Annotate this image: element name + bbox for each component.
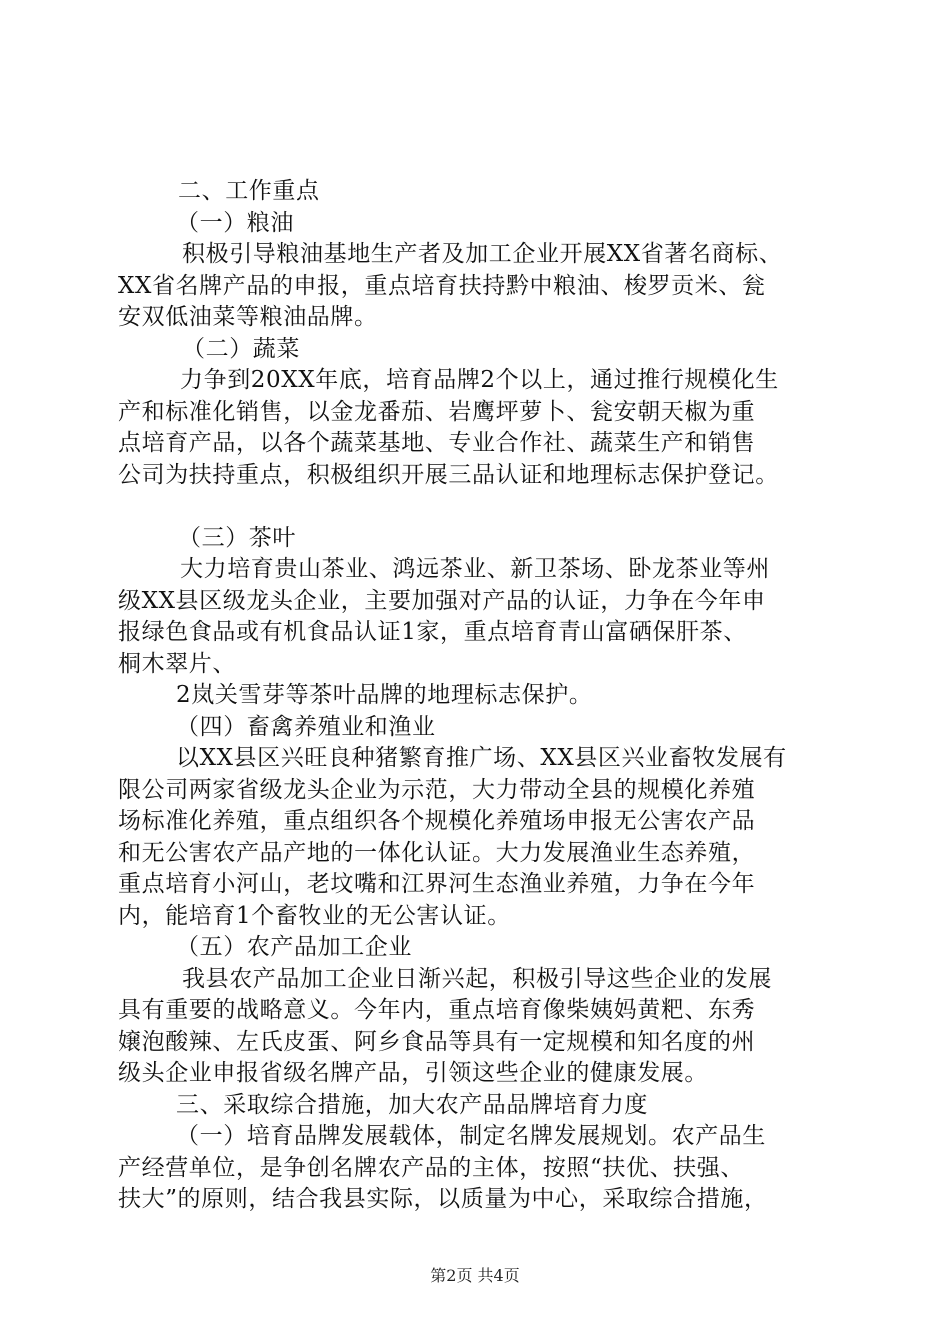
text-line: （三）茶叶 [178,524,296,551]
text-line: （四）畜禽养殖业和渔业 [176,713,436,740]
text-line: 报绿色食品或有机食品认证1家，重点培育青山富硒保肝茶、 [118,619,747,645]
page-footer: 第2页 共4页 [430,1266,520,1285]
text-line: XX省名牌产品的申报，重点培育扶持黔中粮油、梭罗贡米、瓮 [118,272,766,299]
text-line: 内，能培育1个畜牧业的无公害认证。 [118,902,511,929]
text-line: 嬢泡酸辣、左氏皮蛋、阿乡食品等具有一定规模和知名度的州 [118,1028,756,1055]
text-line: 力争到20XX年底，培育品牌2个以上，通过推行规模化生 [180,367,779,393]
text-line: 积极引导粮油基地生产者及加工企业开展XX省著名商标、 [182,241,783,267]
text-line: 2岚关雪芽等茶叶品牌的地理标志保护。 [176,682,593,708]
text-line: 限公司两家省级龙头企业为示范，大力带动全县的规模化养殖 [118,776,756,803]
text-line: 桐木翠片、 [118,650,236,677]
text-line: 我县农产品加工企业日渐兴起，积极引导这些企业的发展 [182,965,772,992]
text-line: 点培育产品，以各个蔬菜基地、专业合作社、蔬菜生产和销售 [118,430,756,456]
text-line: （一）培育品牌发展载体，制定名牌发展规划。农产品生 [176,1123,766,1149]
blank-line [118,491,858,523]
text-line: 级头企业申报省级名牌产品，引领这些企业的健康发展。 [118,1060,708,1086]
text-line: 级XX县区级龙头企业，主要加强对产品的认证，力争在今年申 [118,587,766,614]
text-line: 产经营单位，是争创名牌农产品的主体，按照“扶优、扶强、 [118,1154,744,1181]
text-line: 和无公害农产品产地的一体化认证。大力发展渔业生态养殖， [118,839,756,866]
text-line: （一）粮油 [176,209,294,236]
text-line: 扶大”的原则，结合我县实际，以质量为中心，采取综合措施， [118,1186,768,1212]
text-line: 二、工作重点 [178,178,320,204]
text-line: 公司为扶持重点，积极组织开展三品认证和地理标志保护登记。 [118,461,779,488]
text-line: 大力培育贵山茶业、鸿远茶业、新卫茶场、卧龙茶业等州 [180,556,770,582]
document-body [118,176,858,1216]
text-line: 场标准化养殖，重点组织各个规模化养殖场申报无公害农产品 [118,808,756,834]
text-line: 安双低油菜等粮油品牌。 [118,304,378,330]
text-line: （五）农产品加工企业 [176,934,412,960]
text-line: 三、采取综合措施，加大农产品品牌培育力度 [176,1091,648,1118]
text-line: 具有重要的战略意义。今年内，重点培育像柴姨妈黄粑、东秀 [118,997,756,1023]
text-line: 以XX县区兴旺良种猪繁育推广场、XX县区兴业畜牧发展有 [176,745,787,771]
text-line: （二）蔬菜 [182,335,300,362]
text-line: 产和标准化销售，以金龙番茄、岩鹰坪萝卜、瓮安朝天椒为重 [118,398,756,425]
text-line: 重点培育小河山，老坟嘴和江界河生态渔业养殖，力争在今年 [118,871,756,897]
